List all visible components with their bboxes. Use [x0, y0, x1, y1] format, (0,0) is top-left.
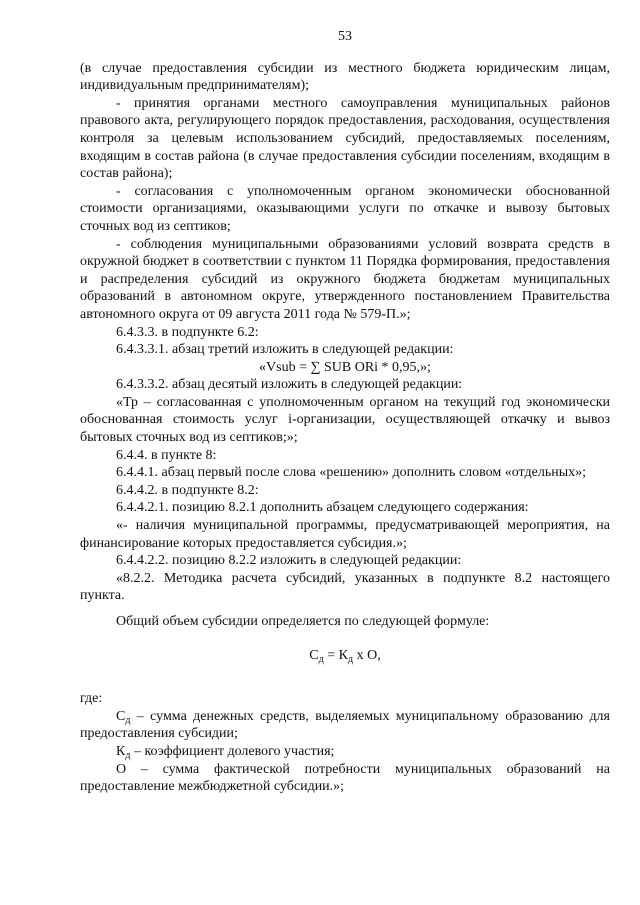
- formula-c-sub: д: [318, 653, 324, 665]
- paragraph-definition-o: О – сумма фактической потребности муниципальных образований на предоставление межбюджетной субсидии.»;: [80, 761, 610, 795]
- document-page: [80, 28, 610, 796]
- formula-c: С: [309, 647, 319, 663]
- paragraph: «- наличия муниципальной программы, предусматривающей мероприятия, на финансирование которых предоставляется субсидия.»;: [80, 518, 610, 551]
- paragraph: 6.4.3.3.1. абзац третий изложить в следующей редакции:: [116, 342, 454, 358]
- paragraph: 6.4.4.1. абзац первый после слова «решению» дополнить словом «отдельных»;: [116, 465, 586, 481]
- def-c-sub: д: [125, 714, 131, 726]
- paragraph: «8.2.2. Методика расчета субсидий, указанных в подпункте 8.2 настоящего пункта.: [80, 570, 610, 604]
- paragraph: - принятия органами местного самоуправления муниципальных районов правового акта, регулирующего порядок предоставления, расходования, осуществления контроля за целевым использованием субсидий, предоставляемых поселениям, входящим в состав района (в случае предоставления субсидии поселениям, входящим в состав района);: [80, 95, 610, 182]
- paragraph: 6.4.4.2. в подпункте 8.2:: [116, 482, 259, 498]
- paragraph: 6.4.3.3. в подпункте 6.2:: [116, 324, 259, 340]
- def-k-sub: д: [125, 749, 131, 761]
- formula-vsub: «Vsub = ∑ SUB ORi * 0,95,»;: [259, 359, 431, 375]
- def-c: С: [116, 708, 126, 724]
- paragraph: (в случае предоставления субсидии из местного бюджета юридическим лицам, индивидуальным предпринимателям);: [80, 60, 610, 94]
- paragraph-where: где:: [80, 691, 103, 707]
- paragraph: Общий объем субсидии определяется по следующей формуле:: [116, 614, 490, 629]
- formula-eq: =: [323, 647, 339, 663]
- paragraph: 6.4.4. в пункте 8:: [116, 447, 217, 463]
- paragraph-definition-k: [80, 743, 610, 761]
- def-k-text: – коэффициент долевого участия;: [130, 743, 335, 759]
- paragraph: - согласования с уполномоченным органом экономически обоснованной стоимости организациями, оказывающими услуги по откачке и вывозу бытовых сточных вод из септиков;: [80, 183, 610, 234]
- formula-subsidy: [80, 647, 610, 665]
- def-c-text: – сумма денежных средств, выделяемых муниципальному образованию для предоставления субсидии;: [80, 708, 610, 742]
- page-number: 53: [338, 29, 352, 44]
- def-k: К: [116, 743, 126, 759]
- paragraph: 6.4.4.2.2. позицию 8.2.2 изложить в следующей редакции:: [116, 553, 462, 569]
- paragraph: 6.4.3.3.2. абзац десятый изложить в следующей редакции:: [116, 377, 463, 393]
- paragraph: «Тр – согласованная с уполномоченным органом на текущий год экономически обоснованная стоимость услуг i-организации, осуществляющей откачку и вывоз бытовых сточных вод из септиков;»;: [80, 394, 610, 446]
- formula-k-sub: д: [347, 653, 354, 665]
- paragraph: 6.4.4.2.1. позицию 8.2.1 дополнить абзацем следующего содержания:: [116, 500, 529, 516]
- formula-k: К: [338, 647, 348, 663]
- paragraph-definition-c: [80, 708, 610, 743]
- formula-rest: х О,: [353, 647, 381, 663]
- paragraph: - соблюдения муниципальными образованиями условий возврата средств в окружной бюджет в соответствии с пунктом 11 Порядка формирования, предоставления и распределения субсидий из окружного бюджета бюджетам муниципальных образований в автономном округе, утвержденного постановлением Правительства автономного округа от 09 августа 2011 года № 579-П.»;: [80, 236, 610, 322]
